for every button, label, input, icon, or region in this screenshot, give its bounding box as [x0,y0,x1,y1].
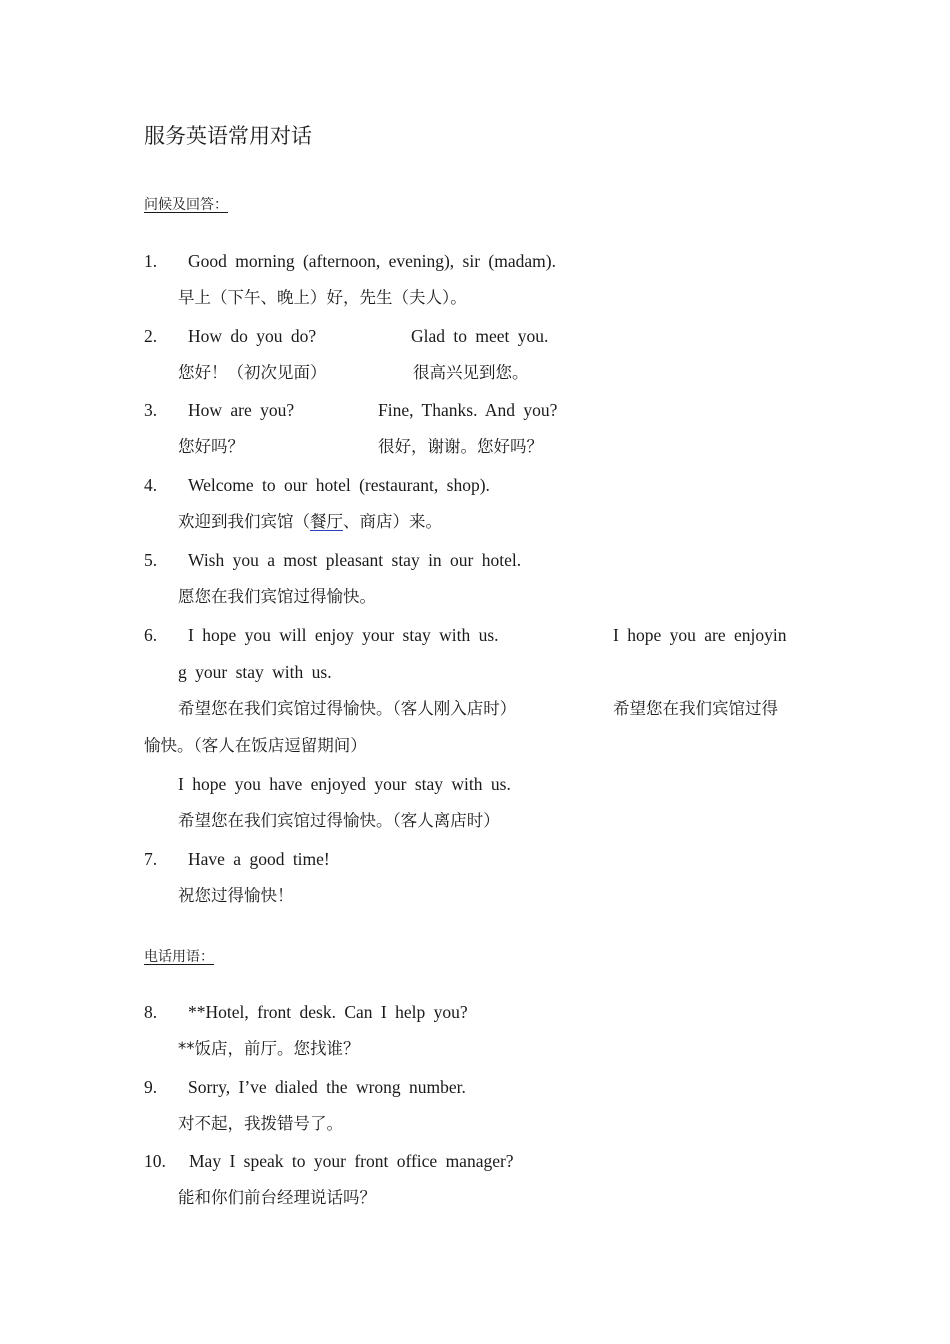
english-response: Glad to meet you. [411,326,549,346]
item-number: 1. [144,251,158,271]
english-phrase: How are you? [188,400,295,420]
chinese-response: 很高兴见到您。 [413,363,529,382]
english-phrase-continued: g your stay with us. [178,662,332,682]
chinese-translation: 希望您在我们宾馆过得愉快。（客人离店时） [178,811,500,830]
chinese-translation: 对不起，我拨错号了。 [178,1114,343,1133]
chinese-response: 很好，谢谢。您好吗？ [378,437,543,456]
chinese-translation: 愿您在我们宾馆过得愉快。 [178,587,376,606]
chinese-translation: 祝您过得愉快！ [178,886,294,905]
chinese-translation: 希望您在我们宾馆过得愉快。（客人刚入店时） [178,699,517,718]
chinese-translation-continued: 愉快。（客人在饭店逗留期间） [144,736,367,755]
english-phrase: Have a good time! [188,849,330,869]
english-response: Fine, Thanks. And you? [378,400,558,420]
chinese-text: 、商店）来。 [343,512,442,531]
item-number: 5. [144,550,158,570]
chinese-translation: 希望您在我们宾馆过得 [613,699,778,718]
page-title: 服务英语常用对话 [144,124,312,148]
english-phrase: I hope you will enjoy your stay with us. [188,625,499,645]
chinese-translation: 早上（下午、晚上）好，先生（夫人）。 [178,288,467,307]
english-phrase: Welcome to our hotel (restaurant, shop). [188,475,490,495]
english-phrase: I hope you have enjoyed your stay with us. [178,774,511,794]
english-phrase: Good morning (afternoon, evening), sir (madam). [188,251,556,271]
chinese-translation [178,514,442,531]
item-number: 3. [144,400,158,420]
section-heading-greetings: 问候及回答： [144,197,228,213]
english-phrase: Sorry, I’ve dialed the wrong number. [188,1077,466,1097]
english-phrase: May I speak to your front office manager? [189,1151,514,1171]
chinese-translation: 您好！（初次见面） [178,363,327,382]
english-phrase: I hope you are enjoyin [613,625,787,645]
chinese-translation: **饭店，前厅。您找谁？ [178,1039,360,1058]
restaurant-link[interactable]: 餐厅 [310,512,343,531]
item-number: 10. [144,1151,166,1171]
chinese-text: 欢迎到我们宾馆（ [178,512,310,531]
item-number: 4. [144,475,158,495]
item-number: 2. [144,326,158,346]
chinese-translation: 能和你们前台经理说话吗？ [178,1188,376,1207]
item-number: 6. [144,625,158,645]
item-number: 8. [144,1002,158,1022]
item-number: 7. [144,849,158,869]
chinese-translation: 您好吗？ [178,437,244,456]
section-heading-telephone: 电话用语： [144,949,214,965]
english-phrase: How do you do? [188,326,317,346]
english-phrase: **Hotel, front desk. Can I help you? [188,1002,468,1022]
english-phrase: Wish you a most pleasant stay in our hotel. [188,550,522,570]
item-number: 9. [144,1077,158,1097]
